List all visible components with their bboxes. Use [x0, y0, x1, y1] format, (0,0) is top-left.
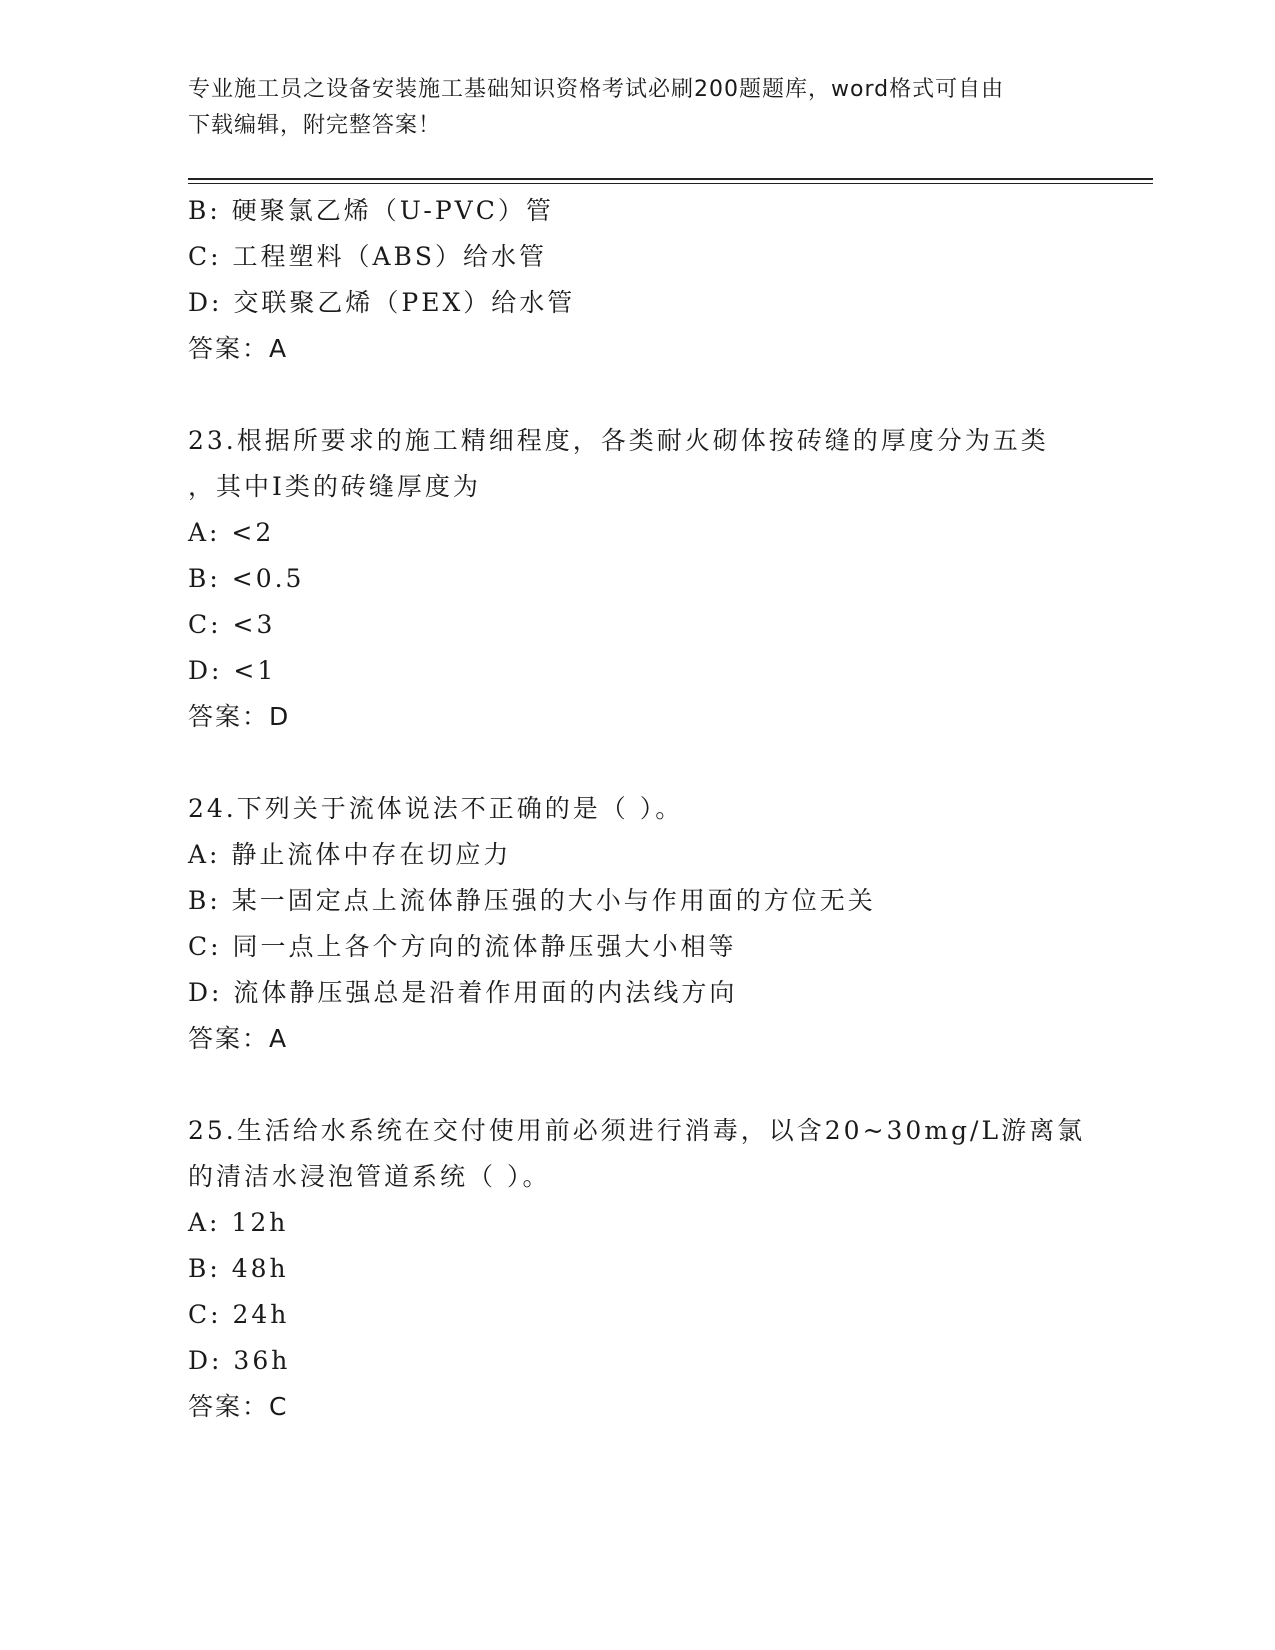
question-text-line-1: 25.生活给水系统在交付使用前必须进行消毒，以含20~30mg/L游离氯 — [188, 1116, 1086, 1145]
spacer — [188, 740, 1088, 786]
answer: 答案：D — [188, 702, 291, 731]
option-d: D: 交联聚乙烯（PEX）给水管 — [188, 288, 576, 317]
option-c: C: <3 — [188, 610, 276, 639]
option-c: C: 工程塑料（ABS）给水管 — [188, 242, 548, 271]
header-rule-thin — [188, 183, 1153, 184]
header-line-1: 专业施工员之设备安装施工基础知识资格考试必刷200题题库，word格式可自由 — [188, 77, 1005, 102]
answer: 答案：C — [188, 1392, 289, 1421]
option-a: A: 静止流体中存在切应力 — [188, 840, 512, 869]
option-c: C: 同一点上各个方向的流体静压强大小相等 — [188, 932, 737, 961]
question-text-line-1: 23.根据所要求的施工精细程度，各类耐火砌体按砖缝的厚度分为五类 — [188, 426, 1049, 455]
option-a: A: 12h — [188, 1208, 289, 1237]
question-23 — [188, 418, 1088, 740]
question-24 — [188, 786, 1088, 1062]
option-b: B: <0.5 — [188, 564, 305, 593]
header-line-2: 下载编辑，附完整答案！ — [188, 113, 442, 138]
spacer — [188, 372, 1088, 418]
question-content — [188, 188, 1088, 1430]
answer: 答案：A — [188, 1024, 289, 1053]
answer: 答案：A — [188, 334, 289, 363]
question-text-line-1: 24.下列关于流体说法不正确的是（ ）。 — [188, 794, 684, 823]
question-text-line-2: ，其中I类的砖缝厚度为 — [188, 472, 481, 501]
question-22 — [188, 188, 1088, 372]
question-text-line-2: 的清洁水浸泡管道系统（ ）。 — [188, 1162, 551, 1191]
option-c: C: 24h — [188, 1300, 290, 1329]
spacer — [188, 1062, 1088, 1108]
question-25 — [188, 1108, 1088, 1430]
option-d: D: <1 — [188, 656, 277, 685]
option-b: B: 48h — [188, 1254, 289, 1283]
option-d: D: 流体静压强总是沿着作用面的内法线方向 — [188, 978, 738, 1007]
option-b: B: 某一固定点上流体静压强的大小与作用面的方位无关 — [188, 886, 876, 915]
option-d: D: 36h — [188, 1346, 291, 1375]
option-b: B: 硬聚氯乙烯（U-PVC）管 — [188, 196, 554, 225]
option-a: A: <2 — [188, 518, 275, 547]
header-rule-thick — [188, 178, 1153, 180]
document-header — [188, 72, 1088, 144]
